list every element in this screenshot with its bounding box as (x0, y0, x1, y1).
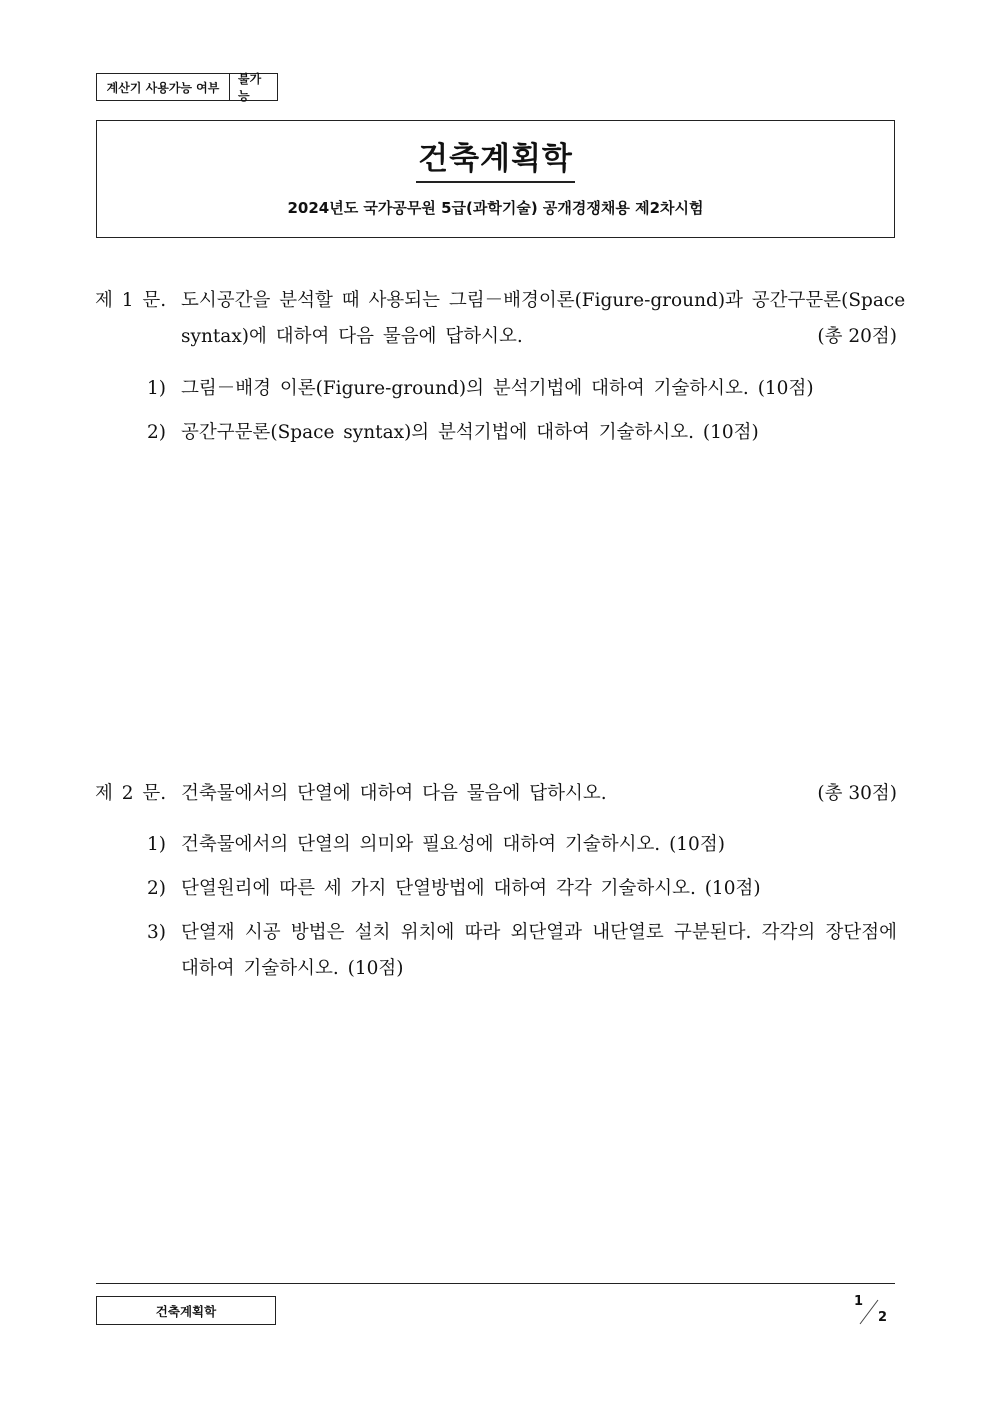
question-1-line-2 (95, 319, 897, 355)
exam-header (96, 120, 895, 238)
exam-title: 건축계획학 (416, 133, 575, 183)
calculator-usage-value: 불가능 (238, 72, 262, 103)
question-1-text-line-2: syntax)에 대하여 다음 물음에 답하시오. (181, 326, 523, 347)
footer-divider (96, 1283, 895, 1284)
question-1 (95, 283, 906, 451)
question-1-points: (총 20점) (817, 326, 897, 347)
question-2-points: (총 30점) (817, 783, 897, 804)
calculator-usage-box (96, 73, 278, 101)
question-2-sub-2-number: 2) (147, 878, 166, 899)
question-2-sub-3-continuation (95, 951, 897, 987)
question-2-line-1 (95, 776, 897, 812)
footer-subject: 건축계획학 (96, 1296, 276, 1325)
question-1-sub-2-number: 2) (147, 422, 166, 443)
question-2-sub-2-text: 단열원리에 따른 세 가지 단열방법에 대하여 각각 기술하시오. (10점) (181, 878, 761, 899)
question-2 (95, 776, 897, 987)
question-1-sub-1-number: 1) (147, 378, 166, 399)
question-1-sub-1 (95, 371, 897, 407)
question-2-text-line-1: 건축물에서의 단열에 대하여 다음 물음에 답하시오. (181, 783, 607, 804)
exam-title-wrap (97, 133, 894, 183)
page-total: 2 (878, 1310, 888, 1325)
question-2-sub-1-number: 1) (147, 834, 166, 855)
question-2-sub-3-text-line-1: 단열재 시공 방법은 설치 위치에 따라 외단열과 내단열로 구분된다. 각각의 장단점에 (181, 922, 897, 943)
question-1-line-1 (95, 283, 906, 319)
question-2-sub-3 (95, 915, 897, 951)
question-1-text-line-1: 도시공간을 분석할 때 사용되는 그림－배경이론(Figure-ground)과 공간구문론(Space (181, 290, 906, 311)
question-1-number: 제 1 문. (95, 290, 167, 311)
question-2-sub-1 (95, 827, 897, 863)
question-2-number: 제 2 문. (95, 783, 167, 804)
question-2-sub-2 (95, 871, 897, 907)
question-2-sub-1-text: 건축물에서의 단열의 의미와 필요성에 대하여 기술하시오. (10점) (181, 834, 725, 855)
question-2-sub-3-text-line-2: 대하여 기술하시오. (10점) (181, 958, 404, 979)
question-1-sub-2-text: 공간구문론(Space syntax)의 분석기법에 대하여 기술하시오. (10점) (181, 422, 759, 443)
calculator-usage-label: 계산기 사용가능 여부 (97, 74, 230, 100)
exam-subtitle: 2024년도 국가공무원 5급(과학기술) 공개경쟁채용 제2차시험 (287, 199, 704, 217)
page-current: 1 (854, 1294, 864, 1309)
page-indicator (852, 1292, 892, 1328)
question-1-sub-2 (95, 415, 897, 451)
question-1-sub-1-text: 그림－배경 이론(Figure-ground)의 분석기법에 대하여 기술하시오. (10점) (181, 378, 814, 399)
question-2-sub-3-number: 3) (147, 922, 166, 943)
